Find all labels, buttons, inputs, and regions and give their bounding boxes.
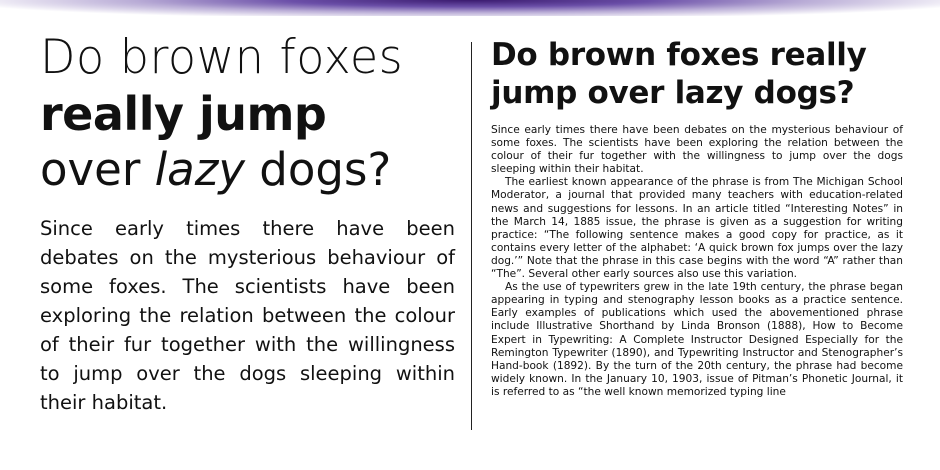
- right-heading: Do brown foxes really jump over lazy dogs?: [491, 37, 867, 111]
- right-body-text: [491, 124, 903, 399]
- left-heading-line3-pre: over: [40, 143, 155, 196]
- right-paragraph-2: The earliest known appearance of the phrase is from The Michigan School Moderator, a journal that provided many teachers with education-related news and suggestions for lessons. In an article titled “Interesting Notes” in the March 14, 1885 issue, the phrase is given as a suggestion for writing practice: “The following sentence makes a good copy for practice, as it contains every letter of the alphabet: ‘A quick brown fox jumps over the lazy dog.’” Note that the phrase in this case begins with the word “A” rather than “The”. Several other early sources also use this variation.: [491, 176, 903, 281]
- left-column: [40, 30, 455, 417]
- left-heading-line2: really jump: [40, 87, 327, 141]
- left-heading-line1: Do brown foxes: [40, 30, 404, 85]
- left-body-text: Since early times there have been debates on the mysterious behaviour of some foxes. The scientists have been exploring the relation between the colour of their fur together with the willingness to jump over the dogs sleeping within their habitat.: [40, 217, 455, 414]
- left-heading: [40, 30, 455, 196]
- column-divider: [471, 42, 472, 430]
- left-heading-line3-emphasis: lazy: [154, 143, 245, 196]
- right-paragraph-3: As the use of typewriters grew in the late 19th century, the phrase began appearing in typing and stenography lesson books as a practice sentence. Early examples of publications which used the abovementioned phrase include Illustrative Shorthand by Linda Bronson (1888), How to Become Expert in Typewriting: A Complete Instructor Designed Especially for the Remington Typewriter (1890), and Typewriting Instructor and Stenographer’s Hand-book (1892). By the turn of the 20th century, the phrase had become widely known. In the January 10, 1903, issue of Pitman’s Phonetic Journal, it is referred to as “the well known memorized typing line: [491, 281, 903, 398]
- right-paragraph-1: Since early times there have been debates on the mysterious behaviour of some foxes. The scientists have been exploring the relation between the colour of their fur together with the willingness to jump over the dogs sleeping within their habitat.: [491, 124, 903, 176]
- left-heading-line3: [40, 143, 455, 196]
- top-gradient-bar: [0, 0, 940, 16]
- left-heading-line3-post: dogs?: [245, 143, 392, 196]
- right-column: [491, 36, 903, 399]
